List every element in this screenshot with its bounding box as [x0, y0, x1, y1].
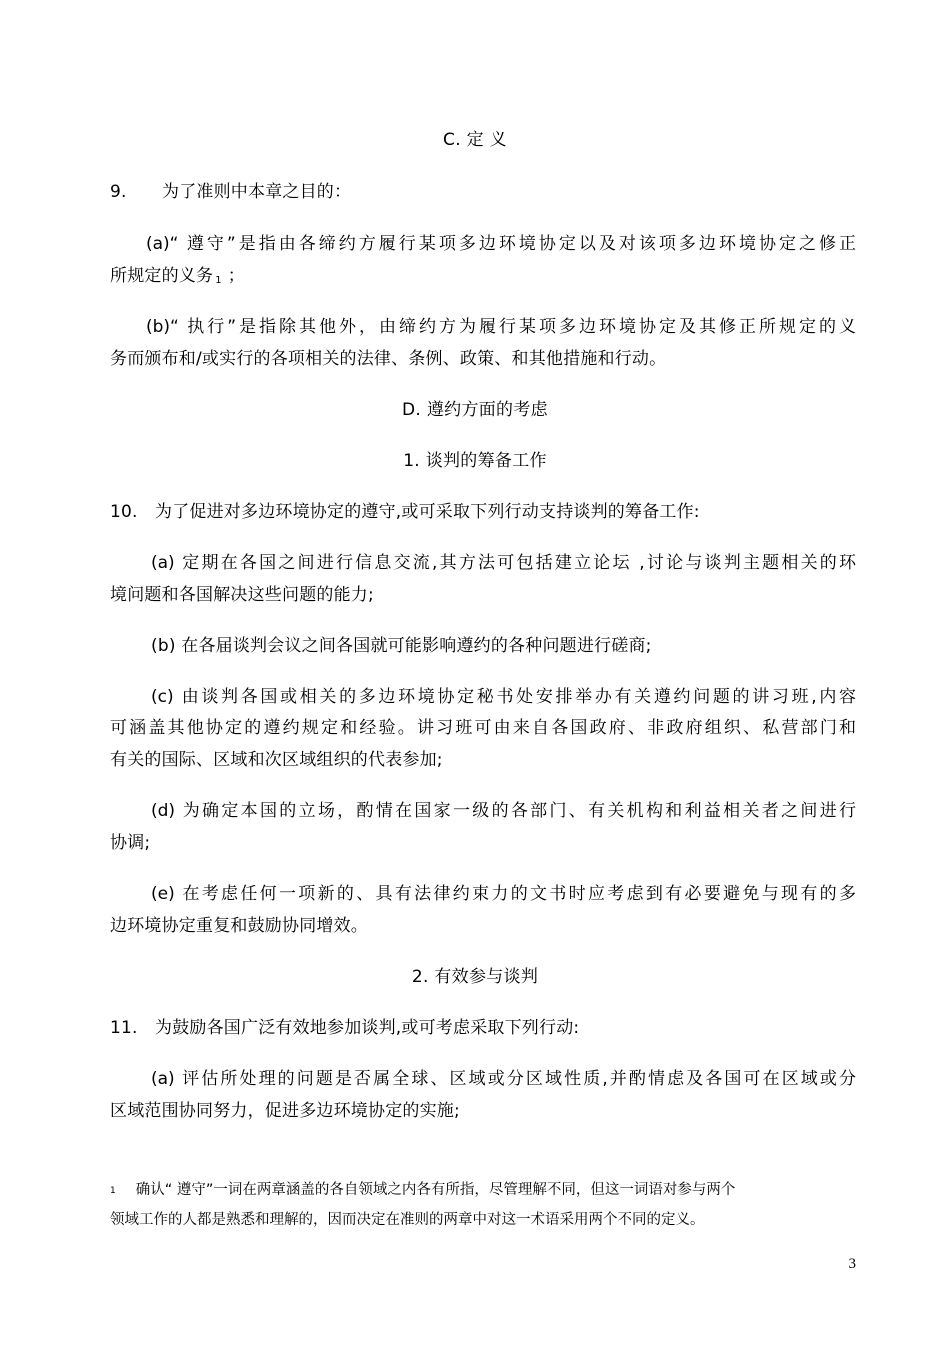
para-10a-line2: 境问题和各国解决这些问题的能力; — [110, 585, 374, 605]
para-10d-line2: 协调; — [110, 833, 151, 853]
footnote-mark: 1 — [110, 1186, 116, 1196]
para-11-text: 为鼓励各国广泛有效地参加谈判,或可考虑采取下列行动: — [155, 1018, 580, 1038]
para-10b-line1: (b) 在各届谈判会议之间各国就可能影响遵约的各种问题进行磋商; — [151, 636, 652, 656]
para-10e-line2: 边环境协定重复和鼓励协同增效。 — [110, 916, 368, 936]
para-10-text: 为了促进对多边环境协定的遵守,或可采取下列行动支持谈判的筹备工作: — [155, 502, 700, 522]
para-11a-line2: 区域范围协同努力，促进多边环境协定的实施; — [110, 1101, 460, 1121]
para-11-number: 11. — [110, 1018, 138, 1038]
page-number: 3 — [848, 1256, 856, 1272]
para-9a-line2 — [110, 266, 245, 291]
para-9-text: 为了准则中本章之目的： — [162, 182, 352, 202]
footnote-line2: 领域工作的人都是熟悉和理解的，因而决定在准则的两章中对这一术语采用两个不同的定义。 — [110, 1212, 705, 1228]
para-10c-line2: 可涵盖其他协定的遵约规定和经验。讲习班可由来自各国政府、非政府组织、私营部门和 — [110, 718, 856, 738]
para-11a-line1: (a) 评估所处理的问题是否属全球、区域或分区域性质,并酌情虑及各国可在区域或分 — [151, 1069, 856, 1089]
para-10e-line1: (e) 在考虑任何一项新的、具有法律约束力的文书时应考虑到有必要避免与现有的多 — [151, 884, 856, 904]
para-10c-line3: 有关的国际、区域和次区域组织的代表参加; — [110, 750, 443, 770]
para-9b-line2: 务而颁布和/或实行的各项相关的法律、条例、政策、和其他措施和行动。 — [110, 349, 667, 369]
footnote-reference: 1 — [215, 275, 222, 286]
section-heading-d: D. 遵约方面的考虑 — [402, 400, 548, 420]
para-9b-line1: (b)“ 执行”是指除其他外，由缔约方为履行某项多边环境协定及其修正所规定的义 — [146, 317, 856, 337]
para-10a-line1: (a) 定期在各国之间进行信息交流,其方法可包括建立论坛 ,讨论与谈判主题相关的环 — [151, 553, 856, 573]
footnote-line1-text: 确认“ 遵守”一词在两章涵盖的各自领域之内各有所指，尽管理解不同，但这一词语对参与两个 — [135, 1182, 736, 1198]
para-10d-line1: (d) 为确定本国的立场，酌情在国家一级的各部门、有关机构和利益相关者之间进行 — [151, 801, 856, 821]
footnote-line1 — [110, 1181, 735, 1200]
para-10c-line1: (c) 由谈判各国或相关的多边环境协定秘书处安排举办有关遵约问题的讲习班,内容 — [151, 687, 856, 707]
para-9a-line1: (a)“ 遵守”是指由各缔约方履行某项多边环境协定以及对该项多边环境协定之修正 — [146, 234, 856, 254]
section-heading-c: C. 定 义 — [443, 130, 507, 150]
subsection-heading-d2: 2. 有效参与谈判 — [411, 967, 539, 987]
para-9-number: 9. — [110, 182, 127, 202]
para-9a-line2-tail: ； — [227, 266, 245, 286]
para-10-number: 10. — [110, 502, 138, 522]
subsection-heading-d1: 1. 谈判的筹备工作 — [403, 451, 547, 471]
para-9a-line2-text: 所规定的义务 — [110, 266, 214, 286]
